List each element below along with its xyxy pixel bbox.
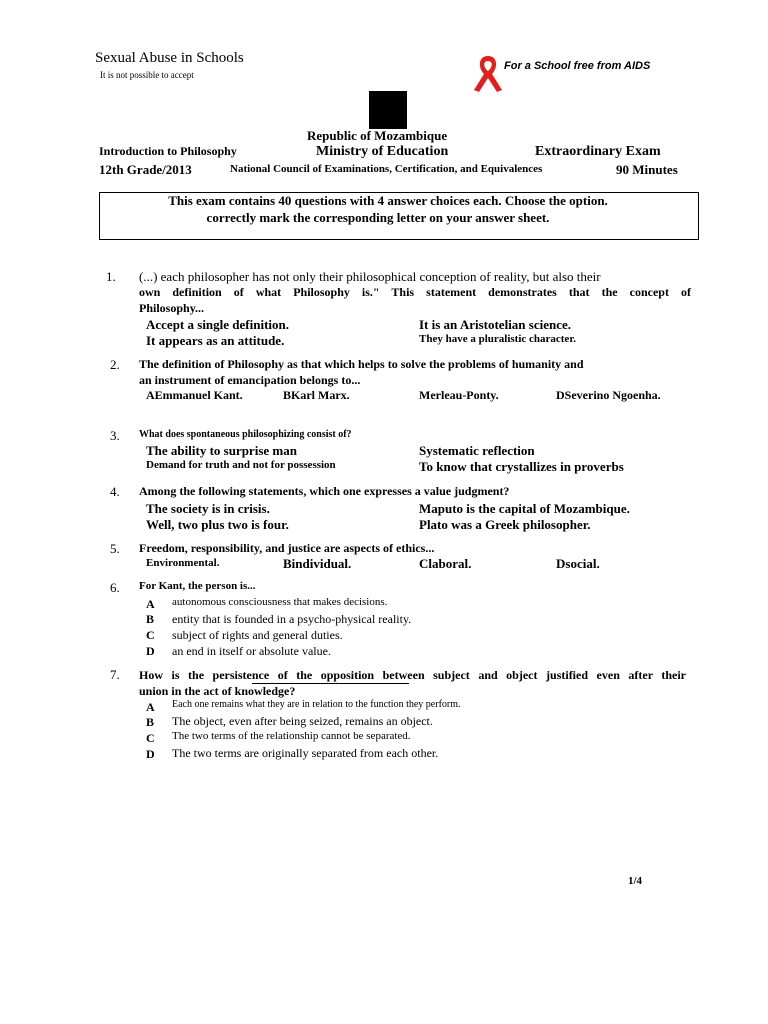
aids-ribbon-icon <box>468 52 508 94</box>
site-subtitle: It is not possible to accept <box>100 70 194 80</box>
option-letter: A <box>146 597 155 611</box>
question-text: own definition of what Philosophy is." This statement demonstrates that the concept of <box>139 285 691 299</box>
question-text: Among the following statements, which one expresses a value judgment? <box>139 484 510 498</box>
answer-option[interactable]: They have a pluralistic character. <box>419 333 576 345</box>
question-text: What does spontaneous philosophizing consist of? <box>139 429 352 440</box>
question-text: How is the persistence of the opposition between subject and object justified even after their <box>139 668 686 682</box>
instructions-line-2: correctly mark the corresponding letter on your answer sheet. <box>206 210 550 225</box>
campaign-slogan: For a School free from AIDS <box>504 60 651 72</box>
option-letter: B <box>146 612 155 626</box>
exam-council: National Council of Examinations, Certification, and Equivalences <box>230 163 543 175</box>
question-number: 4. <box>110 484 120 499</box>
exam-grade: 12th Grade/2013 <box>99 162 192 177</box>
option-letter: C <box>146 628 155 642</box>
question-number: 7. <box>110 667 120 682</box>
question-text: The definition of Philosophy as that which helps to solve the problems of humanity and <box>139 357 584 371</box>
question-text: Philosophy... <box>139 301 205 315</box>
answer-option[interactable]: The ability to surprise man <box>146 443 297 458</box>
option-letter: C <box>146 731 155 745</box>
answer-option[interactable]: Bindividual. <box>283 556 352 571</box>
page-number: 1/4 <box>628 875 643 887</box>
answer-option[interactable]: To know that crystallizes in proverbs <box>419 459 624 474</box>
answer-option[interactable]: Maputo is the capital of Mozambique. <box>419 501 630 516</box>
answer-option[interactable]: subject of rights and general duties. <box>172 628 343 642</box>
answer-option[interactable]: Environmental. <box>146 557 220 569</box>
answer-option[interactable]: an end in itself or absolute value. <box>172 644 331 658</box>
answer-option[interactable]: The two terms are originally separated from each other. <box>172 746 439 760</box>
ministry-name: Ministry of Education <box>316 144 449 159</box>
answer-option[interactable]: Well, two plus two is four. <box>146 517 289 532</box>
answer-option[interactable]: Accept a single definition. <box>146 317 289 332</box>
question-number: 1. <box>106 269 116 284</box>
question-number: 5. <box>110 541 120 556</box>
instructions-box <box>99 192 699 240</box>
question-text: Freedom, responsibility, and justice are aspects of ethics... <box>139 541 435 555</box>
answer-option[interactable]: AEmmanuel Kant. <box>146 388 243 402</box>
option-letter: D <box>146 644 155 658</box>
answer-option[interactable]: It appears as an attitude. <box>146 333 285 348</box>
answer-option[interactable]: Claboral. <box>419 556 472 571</box>
answer-option[interactable]: Merleau-Ponty. <box>419 388 499 402</box>
answer-option[interactable]: Plato was a Greek philosopher. <box>419 517 591 532</box>
answer-option[interactable]: BKarl Marx. <box>283 388 350 402</box>
question-number: 6. <box>110 580 120 595</box>
option-letter: B <box>146 715 155 729</box>
answer-option[interactable]: The object, even after being seized, remains an object. <box>172 714 433 728</box>
republic-name: Republic of Mozambique <box>307 128 448 143</box>
answer-option[interactable]: autonomous consciousness that makes decisions. <box>172 596 388 608</box>
answer-option[interactable]: It is an Aristotelian science. <box>419 317 572 332</box>
question-number: 2. <box>110 357 120 372</box>
site-title: Sexual Abuse in Schools <box>95 50 244 66</box>
option-letter: A <box>146 700 155 714</box>
answer-option[interactable]: DSeverino Ngoenha. <box>556 388 661 402</box>
national-emblem <box>369 91 407 129</box>
question-number: 3. <box>110 428 120 443</box>
question-text: union in the act of knowledge? <box>139 684 296 698</box>
question-text: an instrument of emancipation belongs to... <box>139 373 361 387</box>
answer-option[interactable]: Demand for truth and not for possession <box>146 459 336 471</box>
option-letter: D <box>146 747 155 761</box>
answer-option[interactable]: The society is in crisis. <box>146 501 270 516</box>
exam-type: Extraordinary Exam <box>535 144 661 159</box>
question-text: (...) each philosopher has not only their philosophical conception of reality, but also their <box>139 269 601 284</box>
answer-option[interactable]: Each one remains what they are in relation to the function they perform. <box>172 699 461 710</box>
answer-option[interactable]: entity that is founded in a psycho-physical reality. <box>172 612 412 626</box>
answer-option[interactable]: Dsocial. <box>556 556 600 571</box>
instructions-line-1: This exam contains 40 questions with 4 answer choices each. Choose the option. <box>168 193 608 208</box>
question-text: For Kant, the person is... <box>139 580 256 592</box>
answer-option[interactable]: The two terms of the relationship cannot be separated. <box>172 730 411 742</box>
exam-duration: 90 Minutes <box>616 162 678 177</box>
answer-option[interactable]: Systematic reflection <box>419 443 535 458</box>
exam-subject: Introduction to Philosophy <box>99 144 237 158</box>
